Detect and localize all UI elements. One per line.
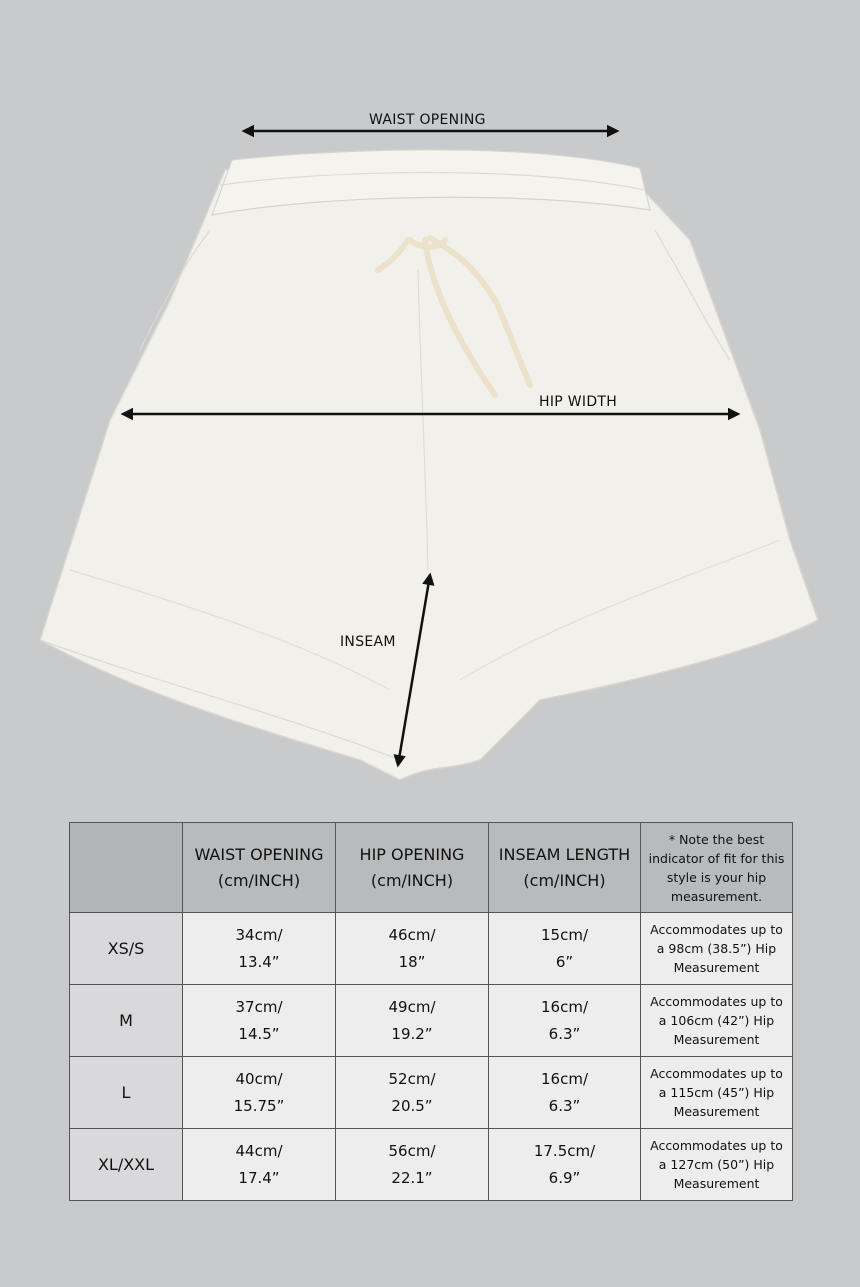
hip-cell: 52cm/ 20.5” — [336, 1057, 489, 1129]
hip-cell: 49cm/ 19.2” — [336, 985, 489, 1057]
waist-opening-label: WAIST OPENING — [369, 112, 486, 128]
header-hip-opening: HIP OPENING (cm/INCH) — [336, 823, 489, 913]
inseam-cell: 15cm/ 6” — [489, 913, 641, 985]
hip-cell: 46cm/ 18” — [336, 913, 489, 985]
size-cell: XL/XXL — [70, 1129, 183, 1201]
inseam-cell: 17.5cm/ 6.9” — [489, 1129, 641, 1201]
waist-cell: 34cm/ 13.4” — [183, 913, 336, 985]
hip-width-label: HIP WIDTH — [539, 394, 618, 410]
header-fit-note: * Note the best indicator of fit for this style is your hip measurement. — [641, 823, 793, 913]
table-row — [70, 985, 793, 1057]
inseam-cell: 16cm/ 6.3” — [489, 1057, 641, 1129]
hip-cell: 56cm/ 22.1” — [336, 1129, 489, 1201]
table-row — [70, 913, 793, 985]
waist-cell: 40cm/ 15.75” — [183, 1057, 336, 1129]
table-row — [70, 1057, 793, 1129]
table-row — [70, 1129, 793, 1201]
size-cell: L — [70, 1057, 183, 1129]
note-cell: Accommodates up to a 98cm (38.5”) Hip Measurement — [641, 913, 793, 985]
waist-cell: 44cm/ 17.4” — [183, 1129, 336, 1201]
note-cell: Accommodates up to a 115cm (45”) Hip Measurement — [641, 1057, 793, 1129]
inseam-cell: 16cm/ 6.3” — [489, 985, 641, 1057]
header-inseam-length: INSEAM LENGTH (cm/INCH) — [489, 823, 641, 913]
note-cell: Accommodates up to a 127cm (50”) Hip Measurement — [641, 1129, 793, 1201]
table-corner-cell — [70, 823, 183, 913]
table-header-row — [70, 823, 793, 913]
size-cell: M — [70, 985, 183, 1057]
note-cell: Accommodates up to a 106cm (42”) Hip Measurement — [641, 985, 793, 1057]
header-waist-opening: WAIST OPENING (cm/INCH) — [183, 823, 336, 913]
size-cell: XS/S — [70, 913, 183, 985]
size-chart-table — [69, 822, 793, 1201]
inseam-label: INSEAM — [340, 634, 396, 650]
waist-cell: 37cm/ 14.5” — [183, 985, 336, 1057]
